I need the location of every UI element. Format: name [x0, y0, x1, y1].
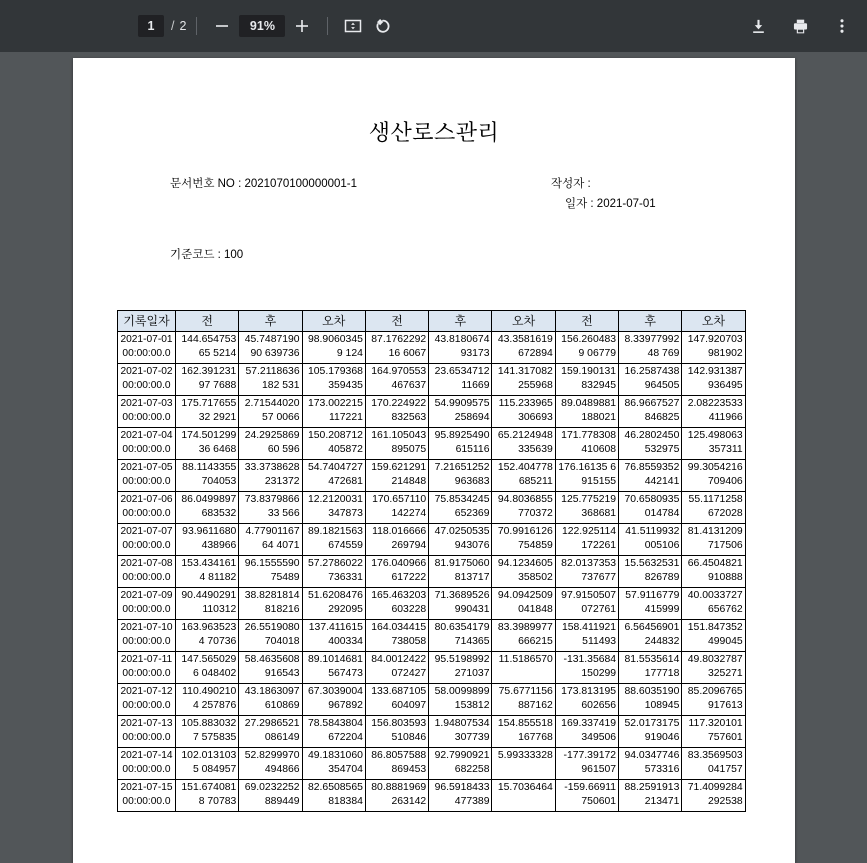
- cell-value: 83.3569503 041757: [682, 748, 745, 780]
- cell-value: 94.0942509 041848: [492, 588, 555, 620]
- cell-value: 75.6771156 887162: [492, 684, 555, 716]
- cell-value: 158.411921 511493: [555, 620, 618, 652]
- column-header-1: 전: [176, 311, 239, 332]
- table-row: [118, 492, 746, 524]
- cell-value: 88.1143355 704053: [176, 460, 239, 492]
- cell-value: 81.4131209 717506: [682, 524, 745, 556]
- cell-value: 133.687105 604097: [365, 684, 428, 716]
- document-number-label: 문서번호 NO : 2021070100000001-1: [170, 178, 358, 190]
- cell-value: 57.9116779 415999: [619, 588, 682, 620]
- cell-value: 76.8559352 442141: [619, 460, 682, 492]
- cell-value: 156.2604839 06779: [555, 332, 618, 364]
- table-row: [118, 396, 746, 428]
- cell-value: 86.9667527 846825: [619, 396, 682, 428]
- cell-value: 142.931387 936495: [682, 364, 745, 396]
- cell-value: 176.040966 617222: [365, 556, 428, 588]
- cell-date: 2021-07-15 00:00:00.0: [118, 780, 176, 812]
- cell-value: 164.970553 467637: [365, 364, 428, 396]
- meta-row-base-code: [73, 246, 795, 266]
- cell-value: 151.6740818 70783: [176, 780, 239, 812]
- cell-value: 171.778308 410608: [555, 428, 618, 460]
- cell-value: 2.08223533 411966: [682, 396, 745, 428]
- base-code-label: 기준코드 : 100: [170, 249, 244, 261]
- cell-value: 70.6580935 014784: [619, 492, 682, 524]
- cell-value: 75.8534245 652369: [429, 492, 492, 524]
- cell-value: 118.016666 269794: [365, 524, 428, 556]
- cell-date: 2021-07-07 00:00:00.0: [118, 524, 176, 556]
- table-row: [118, 748, 746, 780]
- cell-value: 96.5918433 477389: [429, 780, 492, 812]
- column-header-7: 전: [555, 311, 618, 332]
- cell-value: 26.5519080 704018: [239, 620, 302, 652]
- cell-value: 85.2096765 917613: [682, 684, 745, 716]
- rotate-counterclockwise-button[interactable]: [368, 11, 398, 41]
- table-header-row: [118, 311, 746, 332]
- table-row: [118, 460, 746, 492]
- cell-value: 4.7790116764 4071: [239, 524, 302, 556]
- table-row: [118, 556, 746, 588]
- cell-value: 47.0250535 943076: [429, 524, 492, 556]
- toolbar-divider-2: [327, 17, 328, 35]
- column-header-9: 오차: [682, 311, 745, 332]
- cell-value: 15.5632531 826789: [619, 556, 682, 588]
- cell-value: 147.920703 981902: [682, 332, 745, 364]
- page-number-input[interactable]: 1: [138, 15, 164, 37]
- toolbar-right-group: [731, 11, 867, 41]
- page-separator: /: [171, 19, 175, 33]
- cell-value: 58.0099899 153812: [429, 684, 492, 716]
- cell-value: 71.3689526 990431: [429, 588, 492, 620]
- cell-value: 115.233965 306693: [492, 396, 555, 428]
- print-button[interactable]: [785, 11, 815, 41]
- pdf-page-1: [73, 58, 795, 863]
- column-header-5: 후: [429, 311, 492, 332]
- cell-value: 94.8036855 770372: [492, 492, 555, 524]
- cell-value: 105.8830327 575835: [176, 716, 239, 748]
- cell-value: 84.0012422 072427: [365, 652, 428, 684]
- cell-value: 82.6508565 818384: [302, 780, 365, 812]
- cell-value: 49.1831060 354704: [302, 748, 365, 780]
- cell-value: 89.0489881 188021: [555, 396, 618, 428]
- table-row: [118, 364, 746, 396]
- cell-value: 122.925114 172261: [555, 524, 618, 556]
- cell-value: 65.2124948 335639: [492, 428, 555, 460]
- cell-value: 169.337419 349506: [555, 716, 618, 748]
- cell-value: 164.034415 738058: [365, 620, 428, 652]
- cell-date: 2021-07-01 00:00:00.0: [118, 332, 176, 364]
- document-code-block: [73, 246, 795, 266]
- page-navigation-group: [138, 15, 186, 37]
- cell-value: 40.0033727 656762: [682, 588, 745, 620]
- pdf-viewer-toolbar: [0, 0, 867, 52]
- cell-date: 2021-07-06 00:00:00.0: [118, 492, 176, 524]
- cell-value: 57.2118636182 531: [239, 364, 302, 396]
- cell-value: 97.9150507 072761: [555, 588, 618, 620]
- cell-value: 86.0499897 683532: [176, 492, 239, 524]
- cell-value: 67.3039004 967892: [302, 684, 365, 716]
- cell-value: 43.8180674 93173: [429, 332, 492, 364]
- table-row: [118, 780, 746, 812]
- table-body: [118, 332, 746, 812]
- cell-value: 165.463203 603228: [365, 588, 428, 620]
- cell-value: 147.5650296 048402: [176, 652, 239, 684]
- cell-value: 16.2587438 964505: [619, 364, 682, 396]
- cell-value: 95.5198992 271037: [429, 652, 492, 684]
- cell-value: 7.21651252 963683: [429, 460, 492, 492]
- more-options-button[interactable]: [827, 11, 857, 41]
- cell-value: 174.50129936 6468: [176, 428, 239, 460]
- cell-date: 2021-07-14 00:00:00.0: [118, 748, 176, 780]
- cell-value: 173.002215 117221: [302, 396, 365, 428]
- cell-value: 87.176229216 6067: [365, 332, 428, 364]
- cell-value: 70.9916126 754859: [492, 524, 555, 556]
- cell-value: 55.1171258 672028: [682, 492, 745, 524]
- download-button[interactable]: [743, 11, 773, 41]
- column-header-4: 전: [365, 311, 428, 332]
- cell-value: 83.3989977 666215: [492, 620, 555, 652]
- document-title: 생산로스관리: [368, 120, 500, 145]
- column-header-3: 오차: [302, 311, 365, 332]
- author-label: 작성자 :: [551, 178, 591, 190]
- cell-value: 11.5186570: [492, 652, 555, 684]
- cell-value: 24.292586960 596: [239, 428, 302, 460]
- cell-value: 88.6035190 108945: [619, 684, 682, 716]
- zoom-controls-group: [207, 11, 317, 41]
- toolbar-divider-1: [196, 17, 197, 35]
- cell-value: 5.99333328: [492, 748, 555, 780]
- cell-value: 89.1014681 567473: [302, 652, 365, 684]
- table-row: [118, 652, 746, 684]
- table-row: [118, 716, 746, 748]
- cell-value: 38.8281814 818216: [239, 588, 302, 620]
- total-page-count: 2: [179, 19, 187, 33]
- table-row: [118, 428, 746, 460]
- cell-value: 12.2120031 347873: [302, 492, 365, 524]
- table-row: [118, 620, 746, 652]
- cell-date: 2021-07-09 00:00:00.0: [118, 588, 176, 620]
- cell-value: -131.35684 150299: [555, 652, 618, 684]
- cell-value: 78.5843804 672204: [302, 716, 365, 748]
- table-row: [118, 684, 746, 716]
- production-loss-table: [117, 310, 746, 812]
- cell-value: 156.803593 510846: [365, 716, 428, 748]
- cell-value: 43.1863097 610869: [239, 684, 302, 716]
- cell-value: 117.320101 757601: [682, 716, 745, 748]
- cell-value: 33.3738628 231372: [239, 460, 302, 492]
- column-header-0: 기록일자: [118, 311, 176, 332]
- cell-value: 82.0137353 737677: [555, 556, 618, 588]
- cell-value: 81.9175060 813717: [429, 556, 492, 588]
- cell-date: 2021-07-08 00:00:00.0: [118, 556, 176, 588]
- cell-value: 94.0347746 573316: [619, 748, 682, 780]
- cell-value: 86.8057588 869453: [365, 748, 428, 780]
- cell-value: -177.39172 961507: [555, 748, 618, 780]
- cell-value: 125.775219 368681: [555, 492, 618, 524]
- cell-value: 150.208712 405872: [302, 428, 365, 460]
- cell-value: 46.2802450 532975: [619, 428, 682, 460]
- cell-value: 90.4490291 110312: [176, 588, 239, 620]
- cell-value: 88.2591913 213471: [619, 780, 682, 812]
- cell-value: 154.855518 167768: [492, 716, 555, 748]
- cell-value: 71.4099284 292538: [682, 780, 745, 812]
- document-meta-block: [73, 175, 795, 215]
- cell-value: 141.317082 255968: [492, 364, 555, 396]
- column-header-6: 오차: [492, 311, 555, 332]
- cell-value: 15.7036464: [492, 780, 555, 812]
- cell-value: 137.411615 400334: [302, 620, 365, 652]
- cell-value: 69.0232252 889449: [239, 780, 302, 812]
- cell-value: 153.4341614 81182: [176, 556, 239, 588]
- view-controls-group: [338, 11, 398, 41]
- table-row: [118, 524, 746, 556]
- cell-value: 175.71765532 2921: [176, 396, 239, 428]
- cell-value: 57.2786022 736331: [302, 556, 365, 588]
- cell-date: 2021-07-04 00:00:00.0: [118, 428, 176, 460]
- cell-value: 159.190131 832945: [555, 364, 618, 396]
- cell-value: 105.179368 359435: [302, 364, 365, 396]
- cell-value: -159.66911 750601: [555, 780, 618, 812]
- cell-value: 110.4902104 257876: [176, 684, 239, 716]
- cell-date: 2021-07-03 00:00:00.0: [118, 396, 176, 428]
- cell-value: 1.94807534 307739: [429, 716, 492, 748]
- table-row: [118, 332, 746, 364]
- cell-value: 27.2986521 086149: [239, 716, 302, 748]
- cell-value: 80.6354179 714365: [429, 620, 492, 652]
- table-row: [118, 588, 746, 620]
- zoom-out-button[interactable]: [207, 11, 237, 41]
- cell-value: 98.90603459 124: [302, 332, 365, 364]
- table-header: [118, 311, 746, 332]
- cell-value: 52.8299970 494866: [239, 748, 302, 780]
- cell-value: 52.0173175 919046: [619, 716, 682, 748]
- column-header-8: 후: [619, 311, 682, 332]
- cell-value: 161.105043 895075: [365, 428, 428, 460]
- cell-value: 45.748719090 639736: [239, 332, 302, 364]
- cell-value: 151.847352 499045: [682, 620, 745, 652]
- cell-value: 66.4504821 910888: [682, 556, 745, 588]
- cell-value: 92.7990921 682258: [429, 748, 492, 780]
- zoom-level-input[interactable]: 91%: [239, 15, 285, 37]
- cell-value: 89.1821563 674559: [302, 524, 365, 556]
- cell-value: 54.7404727 472681: [302, 460, 365, 492]
- zoom-in-button[interactable]: [287, 11, 317, 41]
- cell-value: 94.1234605 358502: [492, 556, 555, 588]
- cell-value: 51.6208476 292095: [302, 588, 365, 620]
- cell-value: 54.9909575 258694: [429, 396, 492, 428]
- cell-value: 125.498063 357311: [682, 428, 745, 460]
- cell-value: 8.3397799248 769: [619, 332, 682, 364]
- cell-value: 102.0131035 084957: [176, 748, 239, 780]
- cell-value: 41.5119932 005106: [619, 524, 682, 556]
- meta-row-doc-number: [73, 175, 795, 195]
- cell-value: 162.39123197 7688: [176, 364, 239, 396]
- cell-value: 173.813195 602656: [555, 684, 618, 716]
- cell-value: 73.837986633 566: [239, 492, 302, 524]
- cell-value: 23.6534712 11669: [429, 364, 492, 396]
- fit-to-page-button[interactable]: [338, 11, 368, 41]
- pdf-scroll-viewport[interactable]: [0, 52, 867, 863]
- cell-date: 2021-07-12 00:00:00.0: [118, 684, 176, 716]
- cell-value: 159.621291 214848: [365, 460, 428, 492]
- cell-value: 93.9611680 438966: [176, 524, 239, 556]
- cell-value: 163.9635234 70736: [176, 620, 239, 652]
- data-table-wrapper: [73, 310, 795, 812]
- cell-value: 49.8032787 325271: [682, 652, 745, 684]
- cell-value: 95.8925490 615116: [429, 428, 492, 460]
- meta-row-date: [73, 195, 795, 215]
- cell-value: 144.65475365 5214: [176, 332, 239, 364]
- cell-date: 2021-07-13 00:00:00.0: [118, 716, 176, 748]
- cell-date: 2021-07-05 00:00:00.0: [118, 460, 176, 492]
- cell-value: 99.3054216 709406: [682, 460, 745, 492]
- cell-value: 96.1555590 75489: [239, 556, 302, 588]
- cell-value: 170.224922 832563: [365, 396, 428, 428]
- date-label: 일자 : 2021-07-01: [565, 198, 656, 210]
- cell-value: 152.404778 685211: [492, 460, 555, 492]
- cell-value: 58.4635608 916543: [239, 652, 302, 684]
- cell-value: 6.56456901 244832: [619, 620, 682, 652]
- cell-value: 43.3581619 672894: [492, 332, 555, 364]
- cell-value: 170.657110 142274: [365, 492, 428, 524]
- cell-value: 176.16135 6915155: [555, 460, 618, 492]
- cell-value: 80.8881969 263142: [365, 780, 428, 812]
- cell-date: 2021-07-10 00:00:00.0: [118, 620, 176, 652]
- column-header-2: 후: [239, 311, 302, 332]
- cell-date: 2021-07-02 00:00:00.0: [118, 364, 176, 396]
- cell-value: 2.7154402057 0066: [239, 396, 302, 428]
- cell-value: 81.5535614 177718: [619, 652, 682, 684]
- cell-date: 2021-07-11 00:00:00.0: [118, 652, 176, 684]
